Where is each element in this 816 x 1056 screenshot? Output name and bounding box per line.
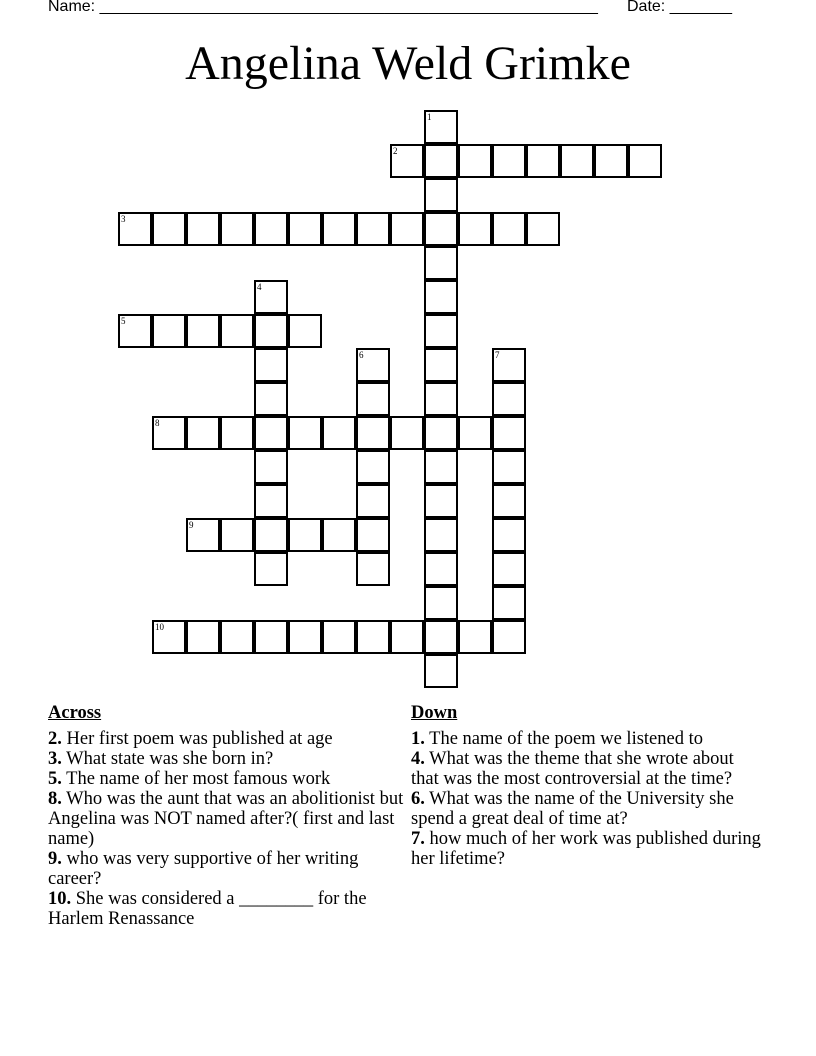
crossword-cell[interactable] bbox=[458, 416, 492, 450]
crossword-cell[interactable] bbox=[424, 144, 458, 178]
crossword-cell[interactable] bbox=[424, 484, 458, 518]
crossword-cell[interactable] bbox=[254, 484, 288, 518]
crossword-cell[interactable] bbox=[424, 382, 458, 416]
across-clues bbox=[48, 702, 408, 929]
crossword-cell[interactable] bbox=[254, 212, 288, 246]
crossword-cell[interactable] bbox=[424, 314, 458, 348]
across-clue-list bbox=[48, 729, 408, 929]
clue-item bbox=[48, 889, 408, 929]
crossword-cell[interactable] bbox=[288, 314, 322, 348]
crossword-cell[interactable] bbox=[152, 212, 186, 246]
clue-item bbox=[48, 849, 408, 889]
crossword-cell[interactable] bbox=[458, 620, 492, 654]
clue-number-label: 7. bbox=[411, 829, 425, 849]
clue-item bbox=[411, 789, 761, 829]
crossword-cell[interactable] bbox=[118, 314, 152, 348]
crossword-cell[interactable] bbox=[424, 212, 458, 246]
crossword-cell[interactable] bbox=[186, 212, 220, 246]
clue-number-label: 1. bbox=[411, 729, 425, 749]
crossword-cell[interactable] bbox=[356, 484, 390, 518]
crossword-cell[interactable] bbox=[254, 450, 288, 484]
clue-number-label: 3. bbox=[48, 749, 62, 769]
clue-item bbox=[411, 829, 761, 869]
name-field-label[interactable]: Name: ________________________________________________________ bbox=[48, 0, 598, 15]
clue-number: 9 bbox=[189, 520, 194, 530]
clue-number: 8 bbox=[155, 418, 160, 428]
clue-number-label: 9. bbox=[48, 849, 62, 869]
clue-text: how much of her work was published during her lifetime? bbox=[411, 829, 761, 869]
clue-text: What was the name of the University she spend a great deal of time at? bbox=[411, 789, 734, 829]
crossword-cell[interactable] bbox=[424, 450, 458, 484]
clue-item bbox=[48, 729, 408, 749]
clue-number-label: 6. bbox=[411, 789, 425, 809]
clue-number-label: 2. bbox=[48, 729, 62, 749]
crossword-cell[interactable] bbox=[220, 314, 254, 348]
crossword-cell[interactable] bbox=[254, 314, 288, 348]
crossword-cell[interactable] bbox=[322, 620, 356, 654]
crossword-cell[interactable] bbox=[526, 144, 560, 178]
crossword-cell[interactable] bbox=[424, 348, 458, 382]
crossword-cell[interactable] bbox=[424, 246, 458, 280]
clue-item bbox=[411, 729, 761, 749]
across-heading: Across bbox=[48, 703, 102, 723]
clue-text: She was considered a ________ for the Harlem Renassance bbox=[48, 889, 367, 929]
crossword-cell[interactable] bbox=[186, 314, 220, 348]
crossword-cell[interactable] bbox=[288, 416, 322, 450]
crossword-cell[interactable] bbox=[356, 450, 390, 484]
crossword-cell[interactable] bbox=[322, 416, 356, 450]
crossword-cell[interactable] bbox=[220, 416, 254, 450]
clue-item bbox=[48, 789, 408, 849]
crossword-cell[interactable] bbox=[254, 552, 288, 586]
crossword-cell[interactable] bbox=[152, 314, 186, 348]
crossword-cell[interactable] bbox=[424, 178, 458, 212]
clue-number-label: 5. bbox=[48, 769, 62, 789]
crossword-cell[interactable] bbox=[254, 280, 288, 314]
crossword-cell[interactable] bbox=[492, 144, 526, 178]
crossword-cell[interactable] bbox=[152, 620, 186, 654]
clue-text: Her first poem was published at age bbox=[61, 729, 333, 749]
crossword-cell[interactable] bbox=[288, 518, 322, 552]
clue-number: 2 bbox=[393, 146, 398, 156]
crossword-cell[interactable] bbox=[492, 620, 526, 654]
clue-number: 1 bbox=[427, 112, 432, 122]
crossword-cell[interactable] bbox=[492, 382, 526, 416]
crossword-cell[interactable] bbox=[390, 144, 424, 178]
crossword-cell[interactable] bbox=[390, 416, 424, 450]
crossword-cell[interactable] bbox=[152, 416, 186, 450]
crossword-cell[interactable] bbox=[356, 348, 390, 382]
crossword-cell[interactable] bbox=[424, 552, 458, 586]
crossword-cell[interactable] bbox=[356, 518, 390, 552]
crossword-cell[interactable] bbox=[322, 518, 356, 552]
crossword-cell[interactable] bbox=[560, 144, 594, 178]
crossword-cell[interactable] bbox=[424, 620, 458, 654]
clue-text: The name of her most famous work bbox=[61, 769, 331, 789]
clue-item bbox=[48, 749, 408, 769]
crossword-cell[interactable] bbox=[356, 552, 390, 586]
crossword-cell[interactable] bbox=[458, 144, 492, 178]
crossword-cell[interactable] bbox=[118, 212, 152, 246]
crossword-cell[interactable] bbox=[288, 620, 322, 654]
crossword-cell[interactable] bbox=[356, 620, 390, 654]
crossword-cell[interactable] bbox=[492, 484, 526, 518]
clue-text: The name of the poem we listened to bbox=[424, 729, 703, 749]
clue-number: 10 bbox=[155, 622, 164, 632]
clue-number-label: 4. bbox=[411, 749, 425, 769]
crossword-cell[interactable] bbox=[628, 144, 662, 178]
crossword-cell[interactable] bbox=[356, 212, 390, 246]
clue-number: 5 bbox=[121, 316, 126, 326]
down-heading: Down bbox=[411, 703, 458, 723]
crossword-cell[interactable] bbox=[424, 518, 458, 552]
crossword-cell[interactable] bbox=[424, 110, 458, 144]
date-field-label[interactable]: Date: _______ bbox=[627, 0, 732, 15]
crossword-cell[interactable] bbox=[220, 518, 254, 552]
crossword-cell[interactable] bbox=[186, 518, 220, 552]
crossword-cell[interactable] bbox=[356, 382, 390, 416]
crossword-cell[interactable] bbox=[492, 450, 526, 484]
crossword-cell[interactable] bbox=[492, 552, 526, 586]
clue-text: What state was she born in? bbox=[61, 749, 274, 769]
crossword-cell[interactable] bbox=[526, 212, 560, 246]
crossword-cell[interactable] bbox=[458, 212, 492, 246]
clue-number: 3 bbox=[121, 214, 126, 224]
clue-text: Who was the aunt that was an abolitionist but Angelina was NOT named after?( first and last name) bbox=[48, 789, 404, 849]
clue-number: 7 bbox=[495, 350, 500, 360]
crossword-cell[interactable] bbox=[186, 620, 220, 654]
crossword-cell[interactable] bbox=[424, 280, 458, 314]
crossword-cell[interactable] bbox=[424, 416, 458, 450]
crossword-cell[interactable] bbox=[356, 416, 390, 450]
crossword-cell[interactable] bbox=[322, 212, 356, 246]
clue-text: What was the theme that she wrote about that was the most controversial at the time? bbox=[411, 749, 734, 789]
clue-item bbox=[48, 769, 408, 789]
crossword-cell[interactable] bbox=[424, 586, 458, 620]
crossword-cell[interactable] bbox=[254, 620, 288, 654]
clue-text: who was very supportive of her writing career? bbox=[48, 849, 359, 889]
clue-number-label: 8. bbox=[48, 789, 62, 809]
crossword-cell[interactable] bbox=[254, 518, 288, 552]
crossword-cell[interactable] bbox=[492, 586, 526, 620]
crossword-cell[interactable] bbox=[594, 144, 628, 178]
crossword-cell[interactable] bbox=[424, 654, 458, 688]
crossword-cell[interactable] bbox=[492, 416, 526, 450]
down-clue-list bbox=[411, 729, 761, 869]
down-clues bbox=[411, 702, 761, 869]
clue-number-label: 10. bbox=[48, 889, 72, 909]
crossword-cell[interactable] bbox=[390, 620, 424, 654]
crossword-cell[interactable] bbox=[254, 348, 288, 382]
crossword-cell[interactable] bbox=[390, 212, 424, 246]
crossword-cell[interactable] bbox=[492, 518, 526, 552]
page-title: Angelina Weld Grimke bbox=[185, 37, 631, 90]
crossword-cell[interactable] bbox=[492, 348, 526, 382]
crossword-cell[interactable] bbox=[220, 620, 254, 654]
crossword-cell[interactable] bbox=[254, 416, 288, 450]
crossword-cell[interactable] bbox=[492, 212, 526, 246]
crossword-cell[interactable] bbox=[186, 416, 220, 450]
clue-number: 4 bbox=[257, 282, 262, 292]
crossword-cell[interactable] bbox=[220, 212, 254, 246]
crossword-cell[interactable] bbox=[254, 382, 288, 416]
crossword-cell[interactable] bbox=[288, 212, 322, 246]
clue-number: 6 bbox=[359, 350, 364, 360]
clue-item bbox=[411, 749, 761, 789]
